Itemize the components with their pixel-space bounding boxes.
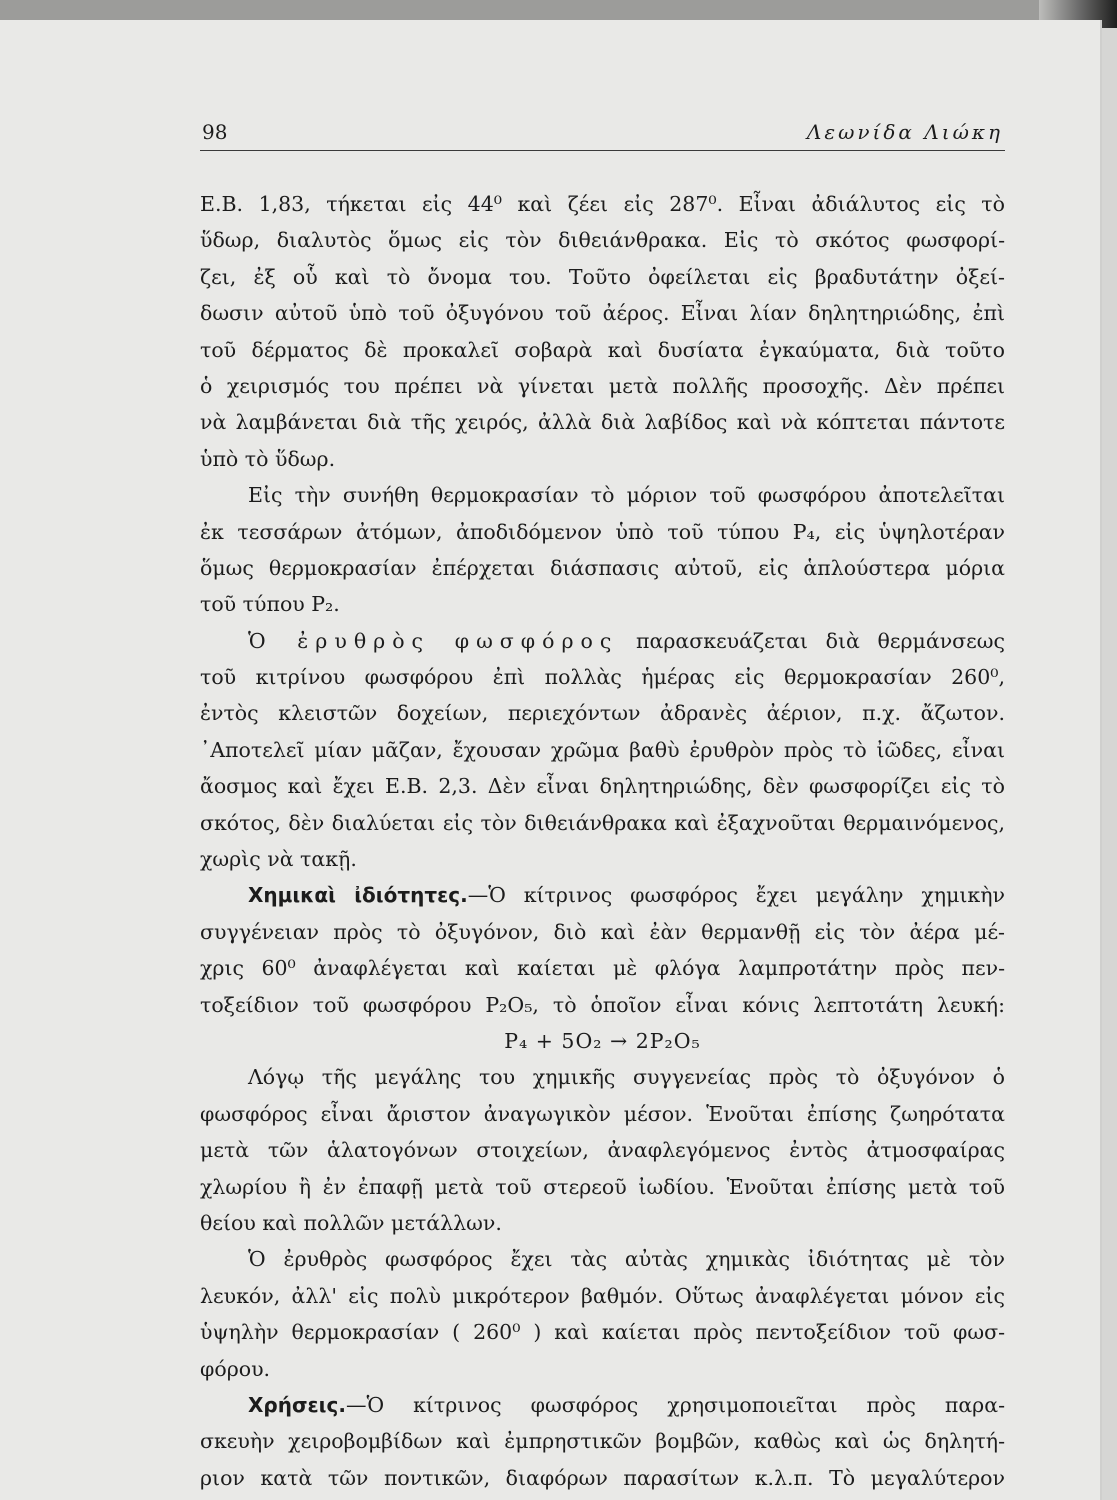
text-line: φόρου. [200,1356,271,1381]
text-line: τοξείδιον τοῦ φωσφόρου P₂O₅, τὸ ὁποῖον εἶναι κόνις λεπτοτάτη λευκή: [200,992,1005,1017]
section-heading-uses: Χρήσεις. [248,1392,346,1417]
text-line: τοῦ δέρματος δὲ προκαλεῖ σοβαρὰ καὶ δυσίατα ἐγκαύματα, διὰ τοῦτο [200,337,1005,362]
text-line: θείου καὶ πολλῶν μετάλλων. [200,1210,502,1235]
chemical-equation: P₄ + 5O₂ → 2P₂O₅ [504,1028,701,1053]
page-header [200,118,1005,151]
text-line: σκευὴν χειροβομβίδων καὶ ἐμπρηστικῶν βομβῶν, καθὼς καὶ ὡς δηλητή- [200,1429,1005,1454]
text-line: ὑπὸ τὸ ὕδωρ. [200,446,336,471]
text-line: φωσφόρος εἶναι ἄριστον ἀναγωγικὸν μέσον. Ἑνοῦται ἐπίσης ζωηρότατα [200,1101,1005,1126]
page-number: 98 [202,120,228,144]
section-heading-chemical-properties: Χημικαὶ ἰδιότητες. [248,883,468,908]
text-line: ζει, ἐξ οὗ καὶ τὸ ὄνομα του. Τοῦτο ὀφείλεται εἰς βραδυτάτην ὀξεί- [200,264,1005,289]
text-line: νὰ λαμβάνεται διὰ τῆς χειρός, ἀλλὰ διὰ λαβίδος καὶ νὰ κόπτεται πάντοτε [200,410,1005,435]
text-line: χρις 60⁰ ἀναφλέγεται καὶ καίεται μὲ φλόγα λαμπροτάτην πρὸς πεν- [200,956,1005,981]
term-red-phosphorus: Ὁ ἐρυθρὸς φωσφόρος [248,628,619,653]
text-line: λευκόν, ἀλλ' εἰς πολὺ μικρότερον βαθμόν. Οὕτως ἀναφλέγεται μόνον εἰς [200,1283,1005,1308]
text-line: σκότος, δὲν διαλύεται εἰς τὸν διθειάνθρακα καὶ ἐξαχνοῦται θερμαινόμενος, [200,810,1005,835]
text-line: χωρὶς νὰ τακῇ. [200,847,357,872]
text-line: μετὰ τῶν ἁλατογόνων στοιχείων, ἀναφλεγόμενος ἐντὸς ἀτμοσφαίρας [200,1138,1005,1163]
text-line: ὁ χειρισμός του πρέπει νὰ γίνεται μετὰ πολλῆς προσοχῆς. Δὲν πρέπει [200,373,1005,398]
text-line: Ε.Β. 1,83, τήκεται εἰς 44⁰ καὶ ζέει εἰς 287⁰. Εἶναι ἀδιάλυτος εἰς τὸ [200,192,1005,216]
text-line: δωσιν αὐτοῦ ὑπὸ τοῦ ὀξυγόνου τοῦ ἀέρος. Εἶναι λίαν δηλητηριώδης, ἐπὶ [200,301,1005,326]
body-text [200,186,1005,1496]
text-line [200,1387,1005,1423]
text-line: τοῦ τύπου P₂. [200,592,340,617]
text-line: ἄοσμος καὶ ἔχει Ε.Β. 2,3. Δὲν εἶναι δηλητηριώδης, δὲν φωσφορίζει εἰς τὸ [200,774,1005,799]
text-line: ἐντὸς κλειστῶν δοχείων, περιεχόντων ἀδρανὲς ἀέριον, π.χ. ἄζωτον. [200,701,1005,726]
text-line: ὕδωρ, διαλυτὸς ὅμως εἰς τὸν διθειάνθρακα. Εἰς τὸ σκότος φωσφορί- [200,228,1005,253]
text-line: χλωρίου ἢ ἐν ἐπαφῇ μετὰ τοῦ στερεοῦ ἰωδίου. Ἑνοῦται ἐπίσης μετὰ τοῦ [200,1174,1005,1199]
text-line: τοῦ κιτρίνου φωσφόρου ἐπὶ πολλὰς ἡμέρας εἰς θερμοκρασίαν 260⁰, [200,665,1005,690]
running-title: Λεωνίδα Λιώκη [806,120,1003,144]
text-line: ὑψηλὴν θερμοκρασίαν ( 260⁰ ) καὶ καίεται πρὸς πεντοξείδιον τοῦ φωσ- [200,1320,1005,1345]
text-line: Ὁ ἐρυθρὸς φωσφόρος ἔχει τὰς αὐτὰς χημικὰς ἰδιότητας μὲ τὸν [248,1247,1005,1272]
text-line: ριον κατὰ τῶν ποντικῶν, διαφόρων παρασίτων κ.λ.π. Τὸ μεγαλύτερον [200,1465,1005,1490]
text-fragment: —Ὁ κίτρινος φωσφόρος ἔχει μεγάλην χημικὴν [467,883,1005,908]
text-line: συγγένειαν πρὸς τὸ ὀξυγόνον, διὸ καὶ ἐὰν θερμανθῇ εἰς τὸν ἀέρα μέ- [200,919,1005,944]
text-line [200,623,1005,659]
text-line: ὅμως θερμοκρασίαν ἐπέρχεται διάσπασις αὐτοῦ, εἰς ἁπλούστερα μόρια [200,555,1005,580]
text-fragment: —Ὁ κίτρινος φωσφόρος χρησιμοποιεῖται πρὸς παρα- [345,1392,1005,1417]
text-line: Εἰς τὴν συνήθη θερμοκρασίαν τὸ μόριον τοῦ φωσφόρου ἀποτελεῖται [248,483,1005,508]
text-line: ᾿Αποτελεῖ μίαν μᾶζαν, ἔχουσαν χρῶμα βαθὺ ἐρυθρὸν πρὸς τὸ ἰῶδες, εἶναι [200,737,1005,762]
text-fragment: παρασκευάζεται διὰ θερμάνσεως [636,628,1005,653]
text-line [200,877,1005,913]
page-edge [1100,20,1117,1500]
text-line: ἐκ τεσσάρων ἀτόμων, ἀποδιδόμενον ὑπὸ τοῦ τύπου P₄, εἰς ὑψηλοτέραν [200,519,1005,544]
text-line: Λόγῳ τῆς μεγάλης του χημικῆς συγγενείας πρὸς τὸ ὀξυγόνον ὁ [248,1065,1005,1090]
